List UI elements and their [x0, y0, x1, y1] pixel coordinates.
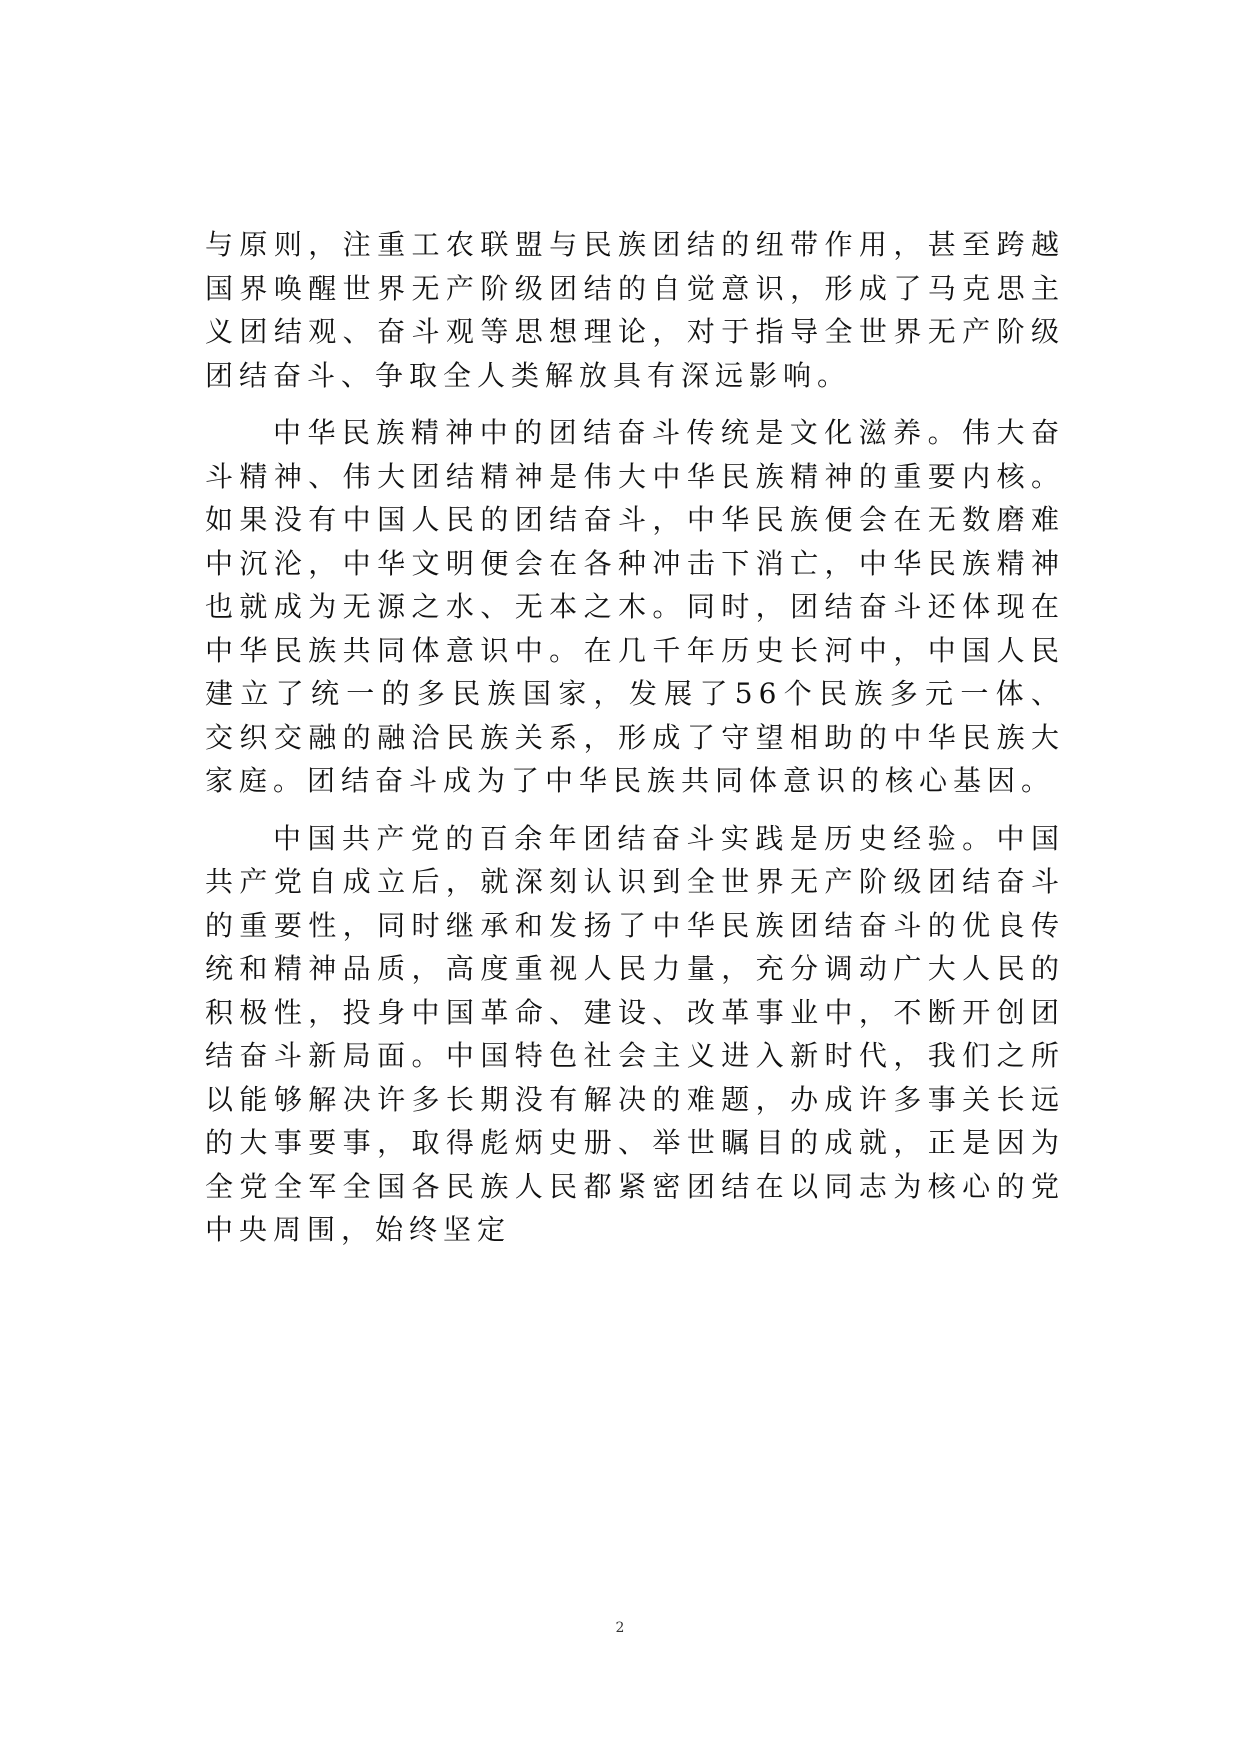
paragraph-historical-experience: 中国共产党的百余年团结奋斗实践是历史经验。中国共产党自成立后，就深刻认识到全世界无产阶级团结奋斗的重要性，同时继承和发扬了中华民族团结奋斗的优良传统和精神品质，高度重视人民力量，充分调动广大人民的积极性，投身中国革命、建设、改革事业中，不断开创团结奋斗新局面。中国特色社会主义进入新时代，我们之所以能够解决许多长期没有解决的难题，办成许多事关长远的大事要事，取得彪炳史册、举世瞩目的成就，正是因为全党全军全国各民族人民都紧密团结在以同志为核心的党中央周围，始终坚定 [205, 821, 1065, 1246]
paragraph-cultural-nourishment: 中华民族精神中的团结奋斗传统是文化滋养。伟大奋斗精神、伟大团结精神是伟大中华民族精神的重要内核。如果没有中国人民的团结奋斗，中华民族便会在无数磨难中沉沦，中华文明便会在各种冲击下消亡，中华民族精神也就成为无源之水、无本之木。同时，团结奋斗还体现在中华民族共同体意识中。在几千年历史长河中，中国人民建立了统一的多民族国家，发展了56个民族多元一体、交织交融的融洽民族关系，形成了守望相助的中华民族大家庭。团结奋斗成为了中华民族共同体意识的核心基因。 [205, 416, 1065, 797]
paragraph-continuation: 与原则，注重工农联盟与民族团结的纽带作用，甚至跨越国界唤醒世界无产阶级团结的自觉意识，形成了马克思主义团结观、奋斗观等思想理论，对于指导全世界无产阶级团结奋斗、争取全人类解放具有深远影响。 [205, 228, 1065, 392]
body-text [205, 223, 1065, 1252]
page-number: 2 [615, 1620, 625, 1636]
